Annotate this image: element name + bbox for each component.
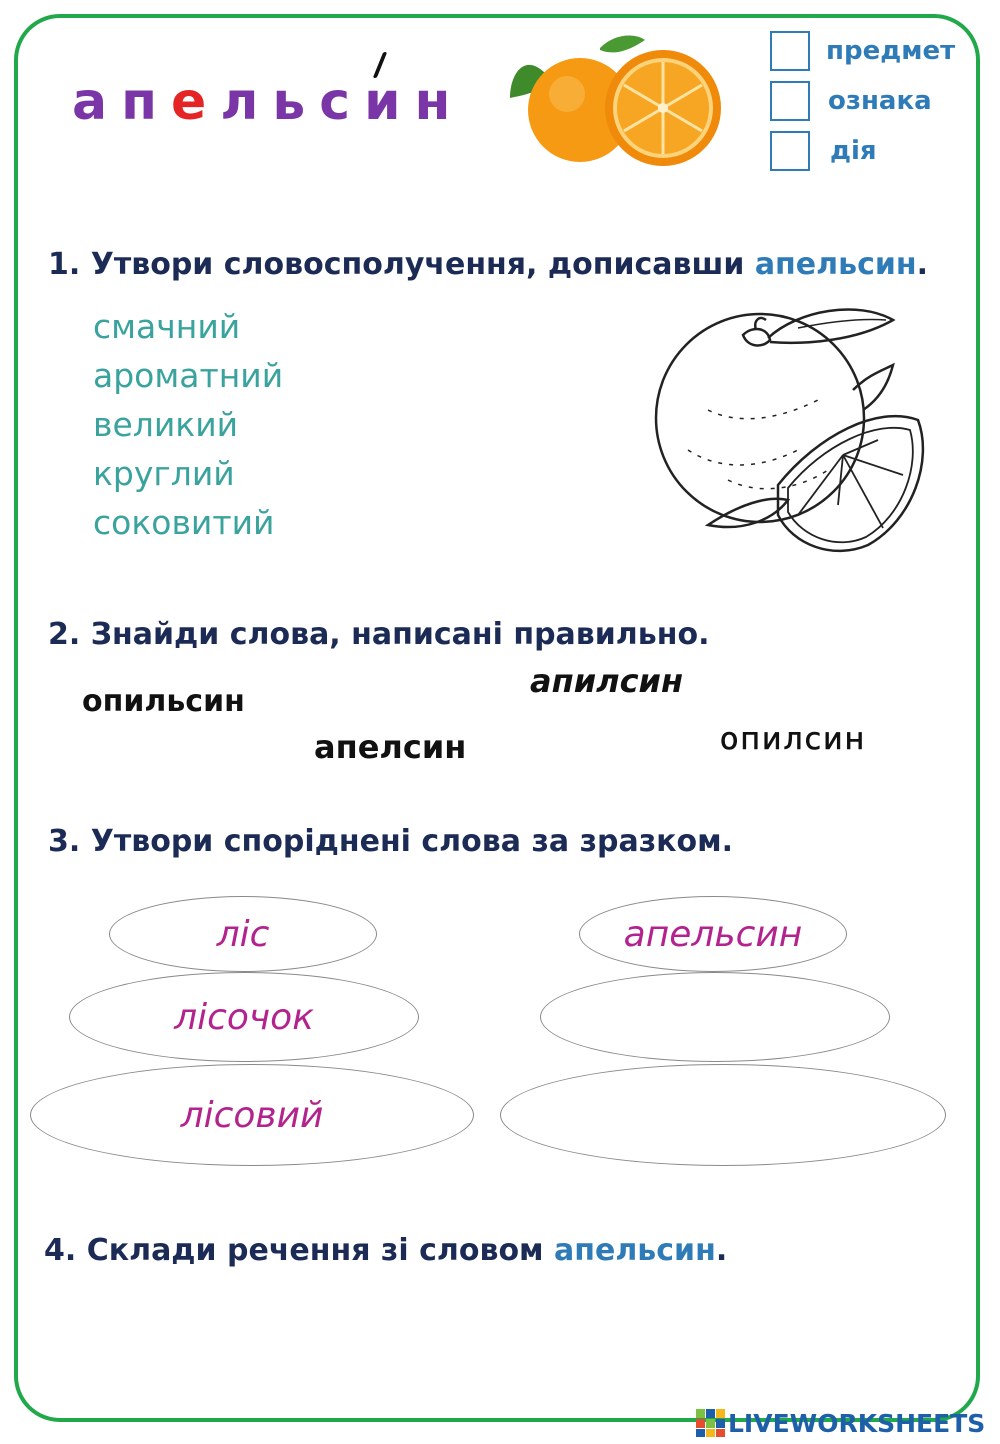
sample-word: лісовий [180, 1094, 324, 1136]
sample-oval-3 [30, 1064, 474, 1166]
task1-suffix: . [916, 247, 929, 282]
task4-suffix: . [715, 1233, 728, 1268]
liveworksheets-logo-icon [696, 1409, 726, 1437]
checkbox-row-diia [770, 130, 877, 172]
task4-title-text: 4. Склади речення зі словом [44, 1233, 555, 1268]
target-oval-2-answer-field[interactable] [540, 972, 890, 1062]
adjective-item: ароматний [93, 356, 284, 395]
orange-outline-icon [648, 300, 948, 570]
sample-word: ліс [216, 913, 270, 955]
task3-title: 3. Утвори споріднені слова за зразком. [48, 824, 734, 859]
liveworksheets-logo [696, 1408, 985, 1438]
title-word-start: ап [72, 72, 172, 132]
task4-keyword: апельсин [554, 1233, 716, 1268]
adjective-item: круглий [93, 454, 235, 493]
spelling-option-4[interactable]: опилсин [720, 722, 867, 757]
target-oval-3-answer-field[interactable] [500, 1064, 946, 1166]
checkbox-diia[interactable] [770, 131, 810, 171]
checkbox-label-predmet: предмет [826, 36, 956, 66]
task4-title [44, 1233, 727, 1268]
adjective-item: смачний [93, 307, 241, 346]
task2-title: 2. Знайди слова, написані правильно. [48, 617, 710, 652]
spelling-option-3[interactable]: апелсин [314, 728, 467, 766]
sample-oval-1 [109, 896, 377, 972]
checkbox-label-oznaka: ознака [828, 86, 932, 116]
title-word-end: льсин [220, 72, 465, 132]
orange-photo-icon [505, 28, 730, 168]
adjective-item: соковитий [93, 503, 275, 542]
adjective-item: великий [93, 405, 239, 444]
checkbox-oznaka[interactable] [770, 81, 810, 121]
task1-title-text: 1. Утвори словосполучення, дописавши [48, 247, 755, 282]
liveworksheets-logo-text: LIVEWORKSHEETS [728, 1408, 986, 1438]
target-oval-1 [579, 896, 847, 972]
title-word-red-letter: е [171, 72, 221, 132]
title-word [72, 72, 464, 142]
sample-word: лісочок [174, 996, 314, 1038]
checkbox-label-diia: дія [830, 136, 877, 166]
spelling-option-2[interactable]: опильсин [82, 684, 245, 719]
checkbox-row-predmet [770, 30, 955, 72]
target-word: апельсин [623, 913, 803, 955]
task1-keyword: апельсин [754, 247, 917, 282]
sample-oval-2 [69, 972, 419, 1062]
adjective-list [93, 306, 283, 551]
checkbox-predmet[interactable] [770, 31, 810, 71]
checkbox-row-oznaka [770, 80, 932, 122]
spelling-option-1[interactable]: апилсин [530, 662, 684, 700]
task1-title [48, 247, 928, 282]
